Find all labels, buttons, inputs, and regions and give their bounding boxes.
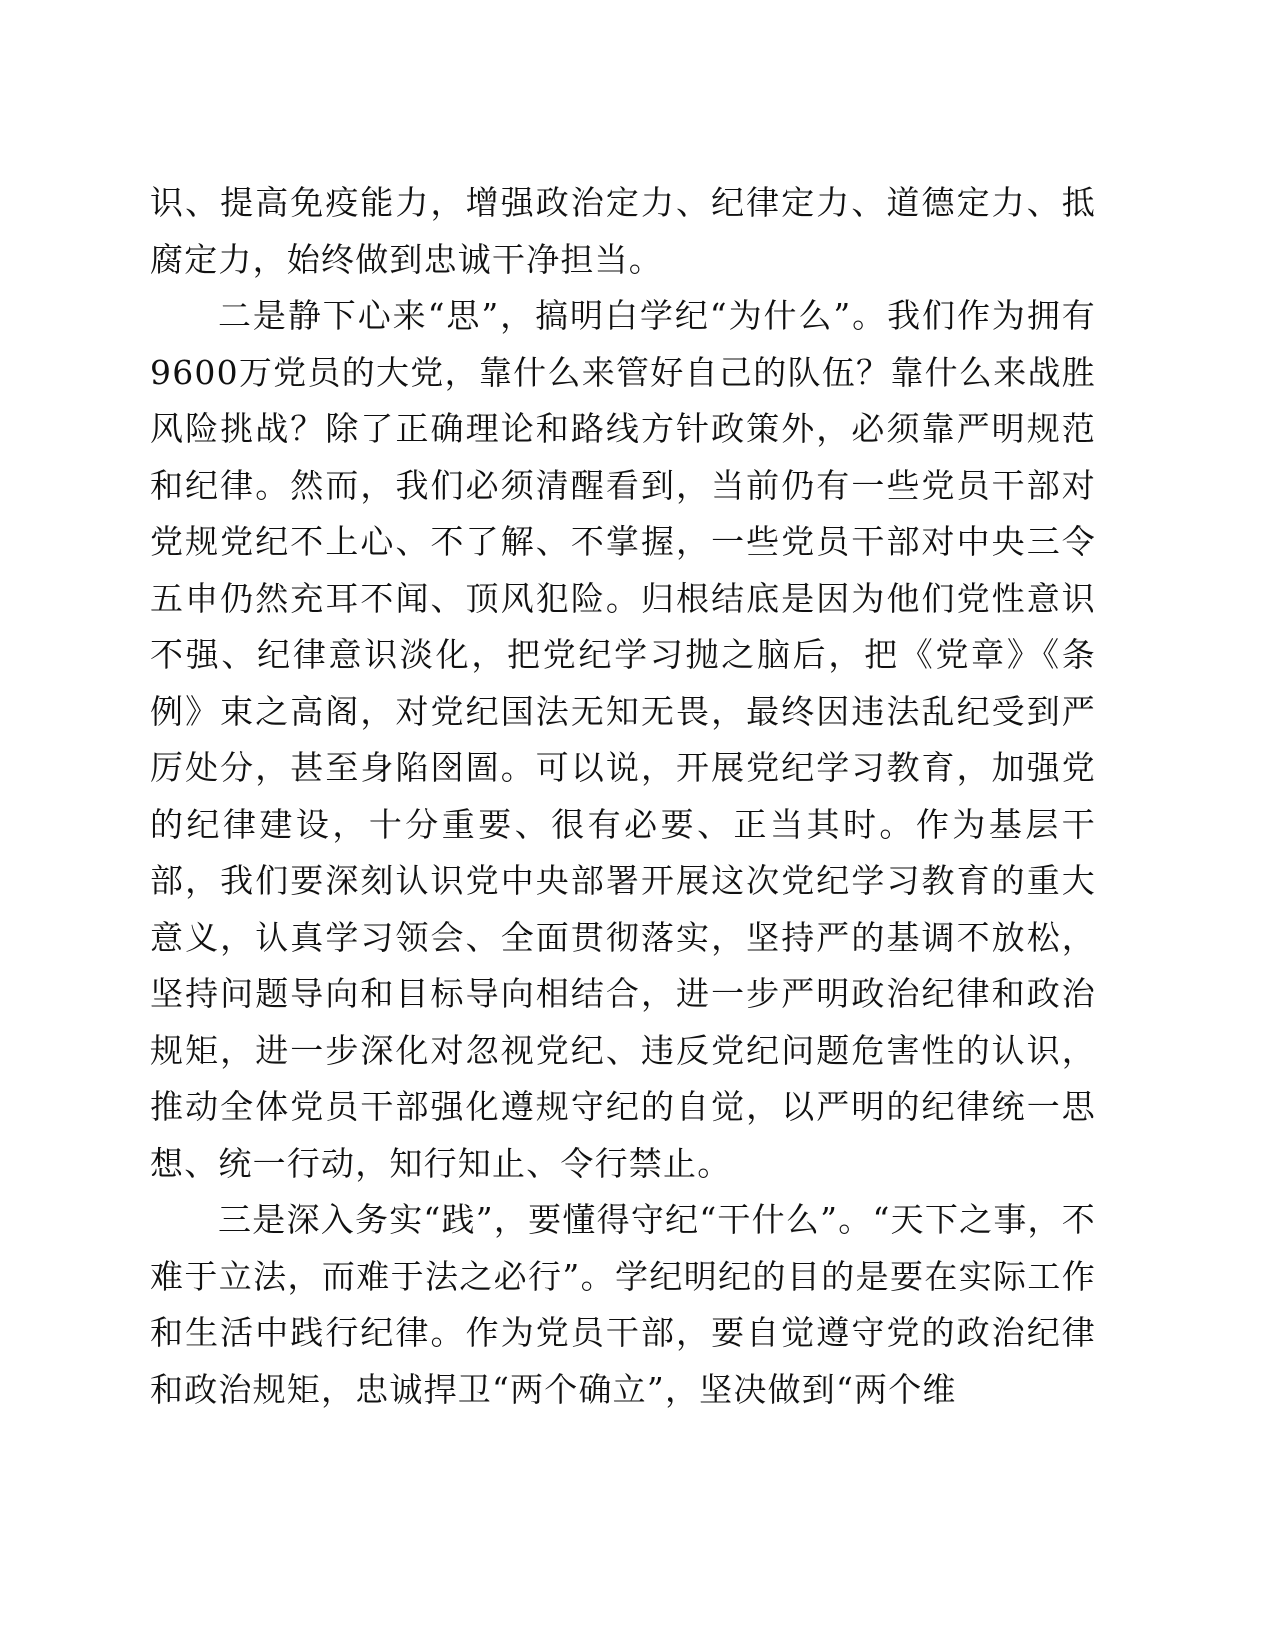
paragraph-continuation: 识、提高免疫能力，增强政治定力、纪律定力、道德定力、抵腐定力，始终做到忠诚干净担当。 — [150, 183, 1096, 279]
paragraph-point-three: 三是深入务实“践”，要懂得守纪“干什么”。“天下之事，不难于立法，而难于法之必行”。学纪明纪的目的是要在实际工作和生活中践行纪律。作为党员干部，要自觉遵守党的政治纪律和政治规矩，忠诚捍卫“两个确立”，坚决做到“两个维 — [150, 1200, 1096, 1409]
paragraph-point-two: 二是静下心来“思”，搞明白学纪“为什么”。我们作为拥有9600万党员的大党，靠什么来管好自己的队伍？靠什么来战胜风险挑战？除了正确理论和路线方针政策外，必须靠严明规范和纪律。然而，我们必须清醒看到，当前仍有一些党员干部对党规党纪不上心、不了解、不掌握，一些党员干部对中央三令五申仍然充耳不闻、顶风犯险。归根结底是因为他们党性意识不强、纪律意识淡化，把党纪学习抛之脑后，把《党章》《条例》束之高阁，对党纪国法无知无畏，最终因违法乱纪受到严厉处分，甚至身陷囹圄。可以说，开展党纪学习教育，加强党的纪律建设，十分重要、很有必要、正当其时。作为基层干部，我们要深刻认识党中央部署开展这次党纪学习教育的重大意义，认真学习领会、全面贯彻落实，坚持严的基调不放松，坚持问题导向和目标导向相结合，进一步严明政治纪律和政治规矩，进一步深化对忽视党纪、违反党纪问题危害性的认识，推动全体党员干部强化遵规守纪的自觉，以严明的纪律统一思想、统一行动，知行知止、令行禁止。 — [150, 296, 1096, 1183]
document-body — [150, 175, 1096, 1418]
